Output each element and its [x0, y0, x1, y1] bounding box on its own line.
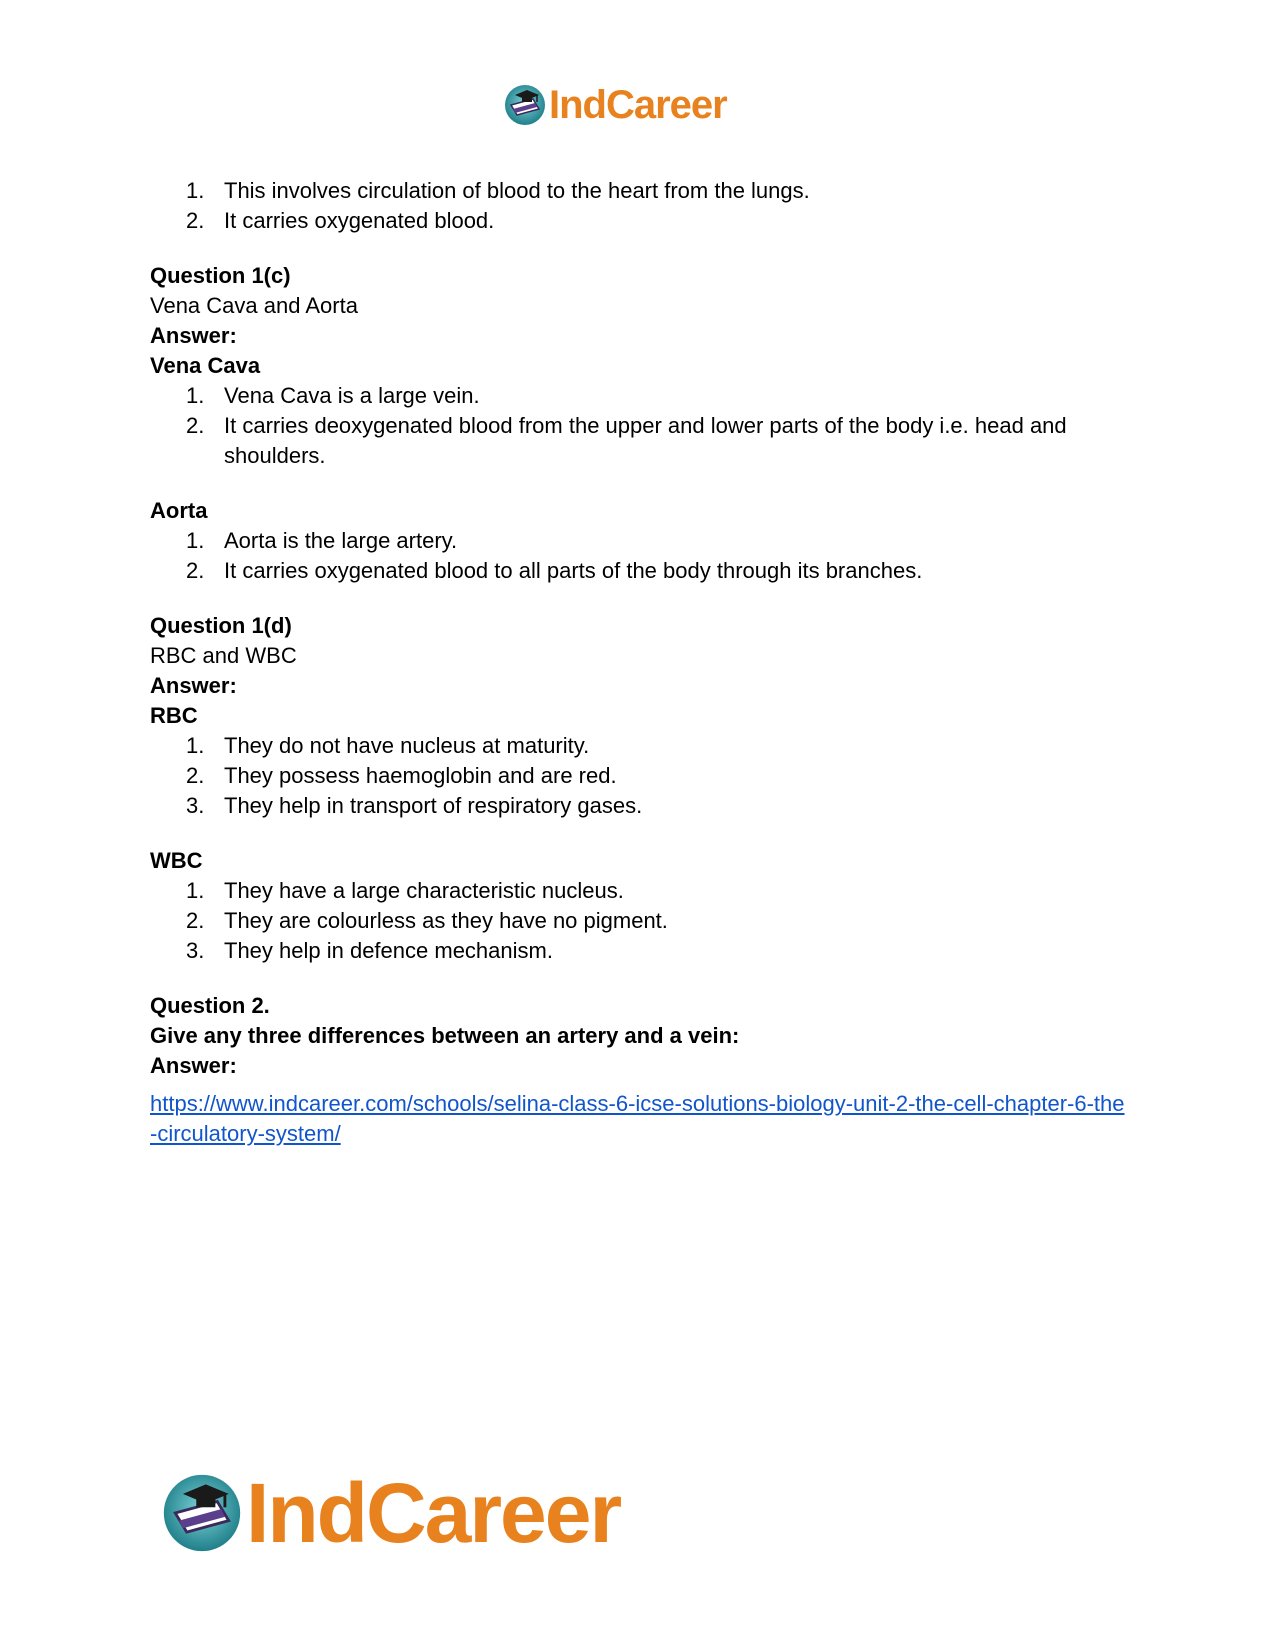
logo-wordmark: IndCareer: [246, 1465, 621, 1560]
graduation-cap-book-icon: [160, 1471, 244, 1555]
question-prompt: RBC and WBC: [150, 643, 297, 668]
indcareer-logo-bottom: [160, 1465, 621, 1560]
answer-list: [150, 876, 1130, 966]
question-prompt: Vena Cava and Aorta: [150, 293, 358, 318]
list-item: 1. Aorta is the large artery.: [186, 528, 458, 553]
list-item: 2. They possess haemoglobin and are red.: [186, 763, 617, 788]
list-item: 2. It carries deoxygenated blood from the upper and lower parts of the body i.e. head and shoulders.: [186, 413, 1067, 468]
list-item: 2. They are colourless as they have no pigment.: [186, 908, 668, 933]
list-item: 1. They have a large characteristic nucleus.: [186, 878, 624, 903]
section-title: WBC: [150, 848, 203, 873]
section-title: Aorta: [150, 498, 208, 523]
answer-list: [150, 381, 1130, 471]
document-body: [150, 176, 1130, 1149]
question-prompt: Give any three differences between an artery and a vein:: [150, 1023, 740, 1048]
question-heading: Question 1(d): [150, 613, 292, 638]
logo-wordmark: IndCareer: [549, 82, 727, 127]
source-link[interactable]: https://www.indcareer.com/schools/selina-class-6-icse-solutions-biology-unit-2-the-cell-chapter-6-the-circulatory-system/: [150, 1091, 1125, 1146]
list-item: 3. They help in transport of respiratory gases.: [186, 793, 643, 818]
list-item: 2. It carries oxygenated blood to all parts of the body through its branches.: [186, 558, 923, 583]
list-item: 2. It carries oxygenated blood.: [186, 208, 495, 233]
answer-list: [150, 526, 1130, 586]
list-item: 1. This involves circulation of blood to the heart from the lungs.: [186, 178, 810, 203]
question-heading: Question 2.: [150, 993, 270, 1018]
indcareer-logo-top: [503, 80, 727, 130]
question-heading: Question 1(c): [150, 263, 291, 288]
intro-list: [150, 176, 1130, 236]
answer-label: Answer:: [150, 323, 237, 348]
answer-list: [150, 731, 1130, 821]
section-title: RBC: [150, 703, 198, 728]
answer-label: Answer:: [150, 1053, 237, 1078]
list-item: 1. They do not have nucleus at maturity.: [186, 733, 590, 758]
section-title: Vena Cava: [150, 353, 261, 378]
list-item: 1. Vena Cava is a large vein.: [186, 383, 480, 408]
graduation-cap-book-icon: [503, 83, 547, 127]
list-item: 3. They help in defence mechanism.: [186, 938, 553, 963]
answer-label: Answer:: [150, 673, 237, 698]
